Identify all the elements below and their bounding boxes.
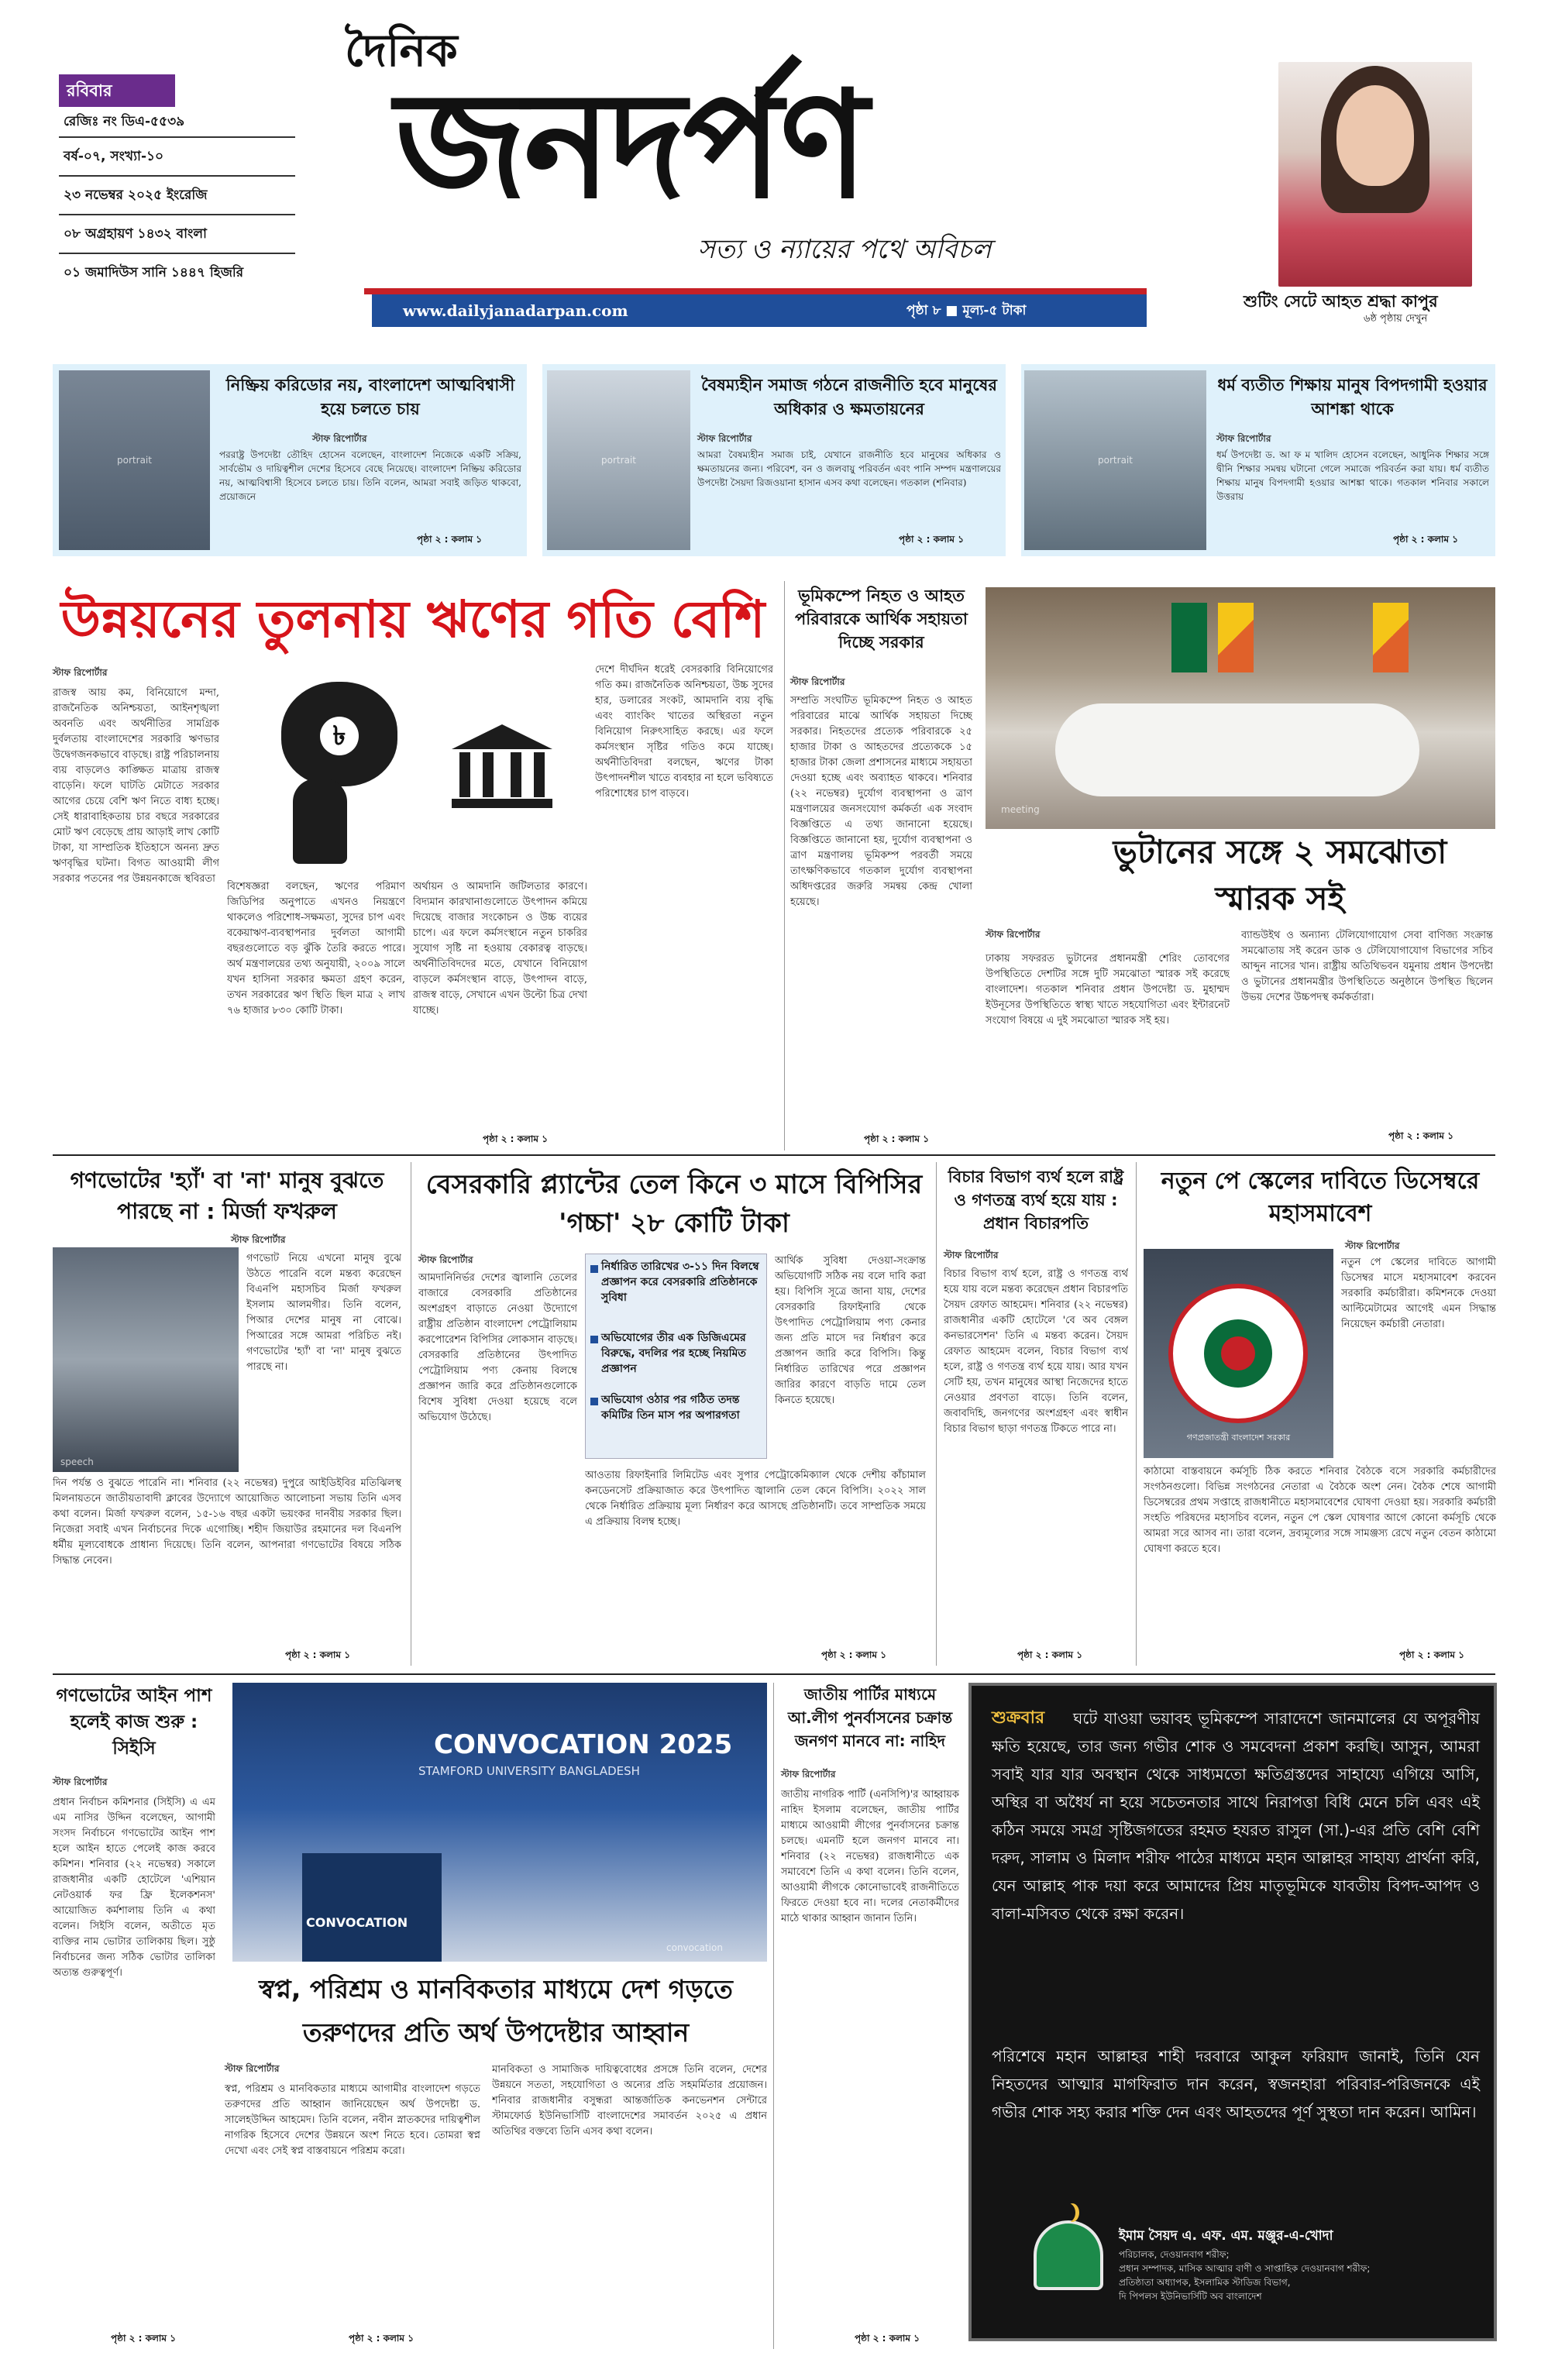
bhutan-photo xyxy=(986,587,1495,829)
lead-col-4: অর্থায়ন ও আমদানি জটিলতার কারণে। বিদ্যমান কারখানাগুলোতে উৎপাদন কমিয়ে দিয়েছে বাজার সংকোচন ও উচ্চ ব্যয়ের চাপে। এর ফলে কর্মসংস্থানে নতুন চাকরির সুযোগ সৃষ্টি না হওয়ায় বেকারত্ব বাড়ছে। অর্থনীতিবিদদের মতে, যেখানে বিনিয়োগ বাড়লে কর্মসংস্থান বাড়ে, উৎপাদন বাড়ে, রাজস্ব বাড়ে, সেখানে এখন উল্টো চিত্র দেখা যাচ্ছে। xyxy=(413,881,587,1016)
date-bn: ০৮ অগ্রহায়ণ ১৪৩২ বাংলা xyxy=(59,215,295,254)
strip-photo-1: portrait xyxy=(59,370,210,550)
bhutan-reporter: স্টাফ রিপোর্টার xyxy=(986,929,1041,940)
payscale-story[interactable] xyxy=(1144,1162,1497,1666)
ncp-headline: জাতীয় পার্টির মাধ্যমে আ.লীগ পুনর্বাসনের চক্রান্ত জনগণ মানবে না: নাহিদ xyxy=(787,1685,953,1750)
oil-story[interactable] xyxy=(418,1162,930,1666)
fakhrul-headline: গণভোটের 'হ্যাঁ' বা 'না' মানুষ বুঝতে পারছে না : মির্জা ফখরুল xyxy=(70,1168,384,1224)
divider-lead-quake xyxy=(784,581,785,1150)
debt-bag-symbol: ৳ xyxy=(320,717,359,755)
oil-callout-2: অভিযোগের তীর এক ডিজিএমের বিরুদ্ধে, বদলির পর হচ্ছে নিয়মিত প্রজ্ঞাপন xyxy=(601,1332,746,1375)
oil-cont: পৃষ্ঠা ২ : কলাম ১ xyxy=(821,1649,887,1660)
web-bar-red xyxy=(364,288,1147,294)
mosque-dome-icon xyxy=(1034,2220,1103,2290)
callout-bullet-1 xyxy=(590,1265,598,1273)
ec-headline: গণভোটের আইন পাশ হলেই কাজ শুরু : সিইসি xyxy=(56,1686,212,1759)
strip-photo-2: portrait xyxy=(547,370,690,550)
photo-label: meeting xyxy=(1001,804,1040,815)
lead-illustration xyxy=(227,662,583,868)
strip-cont-2: পৃষ্ঠা ২ : কলাম ১ xyxy=(899,534,965,545)
ncp-story[interactable] xyxy=(781,1683,959,2349)
lead-col-2: দেশে দীর্ঘদিন ধরেই বেসরকারি বিনিয়োগের গতি কম। রাজনৈতিক অনিশ্চয়তা, উচ্চ সুদের হার, ডলারের সংকট, আমদানি ব্যয় বৃদ্ধি এবং ব্যাংকিং খাতের অস্থিরতা নতুন বিনিয়োগ নিরুৎসাহিত করছে। এর ফলে কর্মসংস্থান সৃষ্টির গতিও কমে যাচ্ছে। অর্থনীতিবিদরা বলছেন, ঋণের টাকা উৎপাদনশীল খাতে ব্যবহার না হলে ভবিষ্যতে পরিশোধের চাপ বাড়বে। xyxy=(595,664,773,800)
strip-text-3: ধর্ম উপদেষ্টা ড. আ ফ ম খালিদ হোসেন বলেছেন, আধুনিক শিক্ষার সঙ্গে দ্বীনি শিক্ষার সমন্বয় ঘটানো গেলে সমাজে পরিবর্তন করা যায়। ধর্ম ব্যতীত শিক্ষায় মানুষ বিপদগামী হওয়ার আশঙ্কা থাকে। গতকাল শনিবার সকালে উত্তরায় xyxy=(1216,449,1489,502)
fakhrul-story[interactable] xyxy=(53,1162,405,1666)
strip-text-2: আমরা বৈষম্যহীন সমাজ চাই, যেখানে রাজনীতি হবে মানুষের অধিকার ও ক্ষমতায়নের জন্য। পরিবেশ, বন ও জলবায়ু পরিবর্তন এবং পানি সম্পদ মন্ত্রণালয়ের উপদেষ্টা সৈয়দা রিজওয়ানা হাসান এসব কথা বলেছেন। গতকাল (শনিবার) xyxy=(697,449,1001,488)
website-link[interactable]: www.dailyjanadarpan.com xyxy=(403,301,628,320)
strip-cont-1: পৃষ্ঠা ২ : কলাম ১ xyxy=(417,534,483,545)
ncp-cont: পৃষ্ঠা ২ : কলাম ১ xyxy=(855,2333,920,2344)
bhutan-cont: পৃষ্ঠা ২ : কলাম ১ xyxy=(1388,1130,1454,1141)
volume: বর্ষ-০৭, সংখ্যা-১০ xyxy=(59,138,295,177)
oil-callouts xyxy=(585,1254,767,1459)
pages-price: পৃষ্ঠা ৮ ■ মূল্য-৫ টাকা xyxy=(906,303,1027,318)
govt-seal-text: গণপ্রজাতন্ত্রী বাংলাদেশ সরকার xyxy=(1186,1432,1291,1443)
lead-story[interactable] xyxy=(53,581,779,1150)
strip-reporter-3: স্টাফ রিপোর্টার xyxy=(1216,433,1271,444)
brand-logo: জনদর্পণ xyxy=(395,60,866,231)
payscale-side: নতুন পে স্কেলের দাবিতে আগামী ডিসেম্বর মাসে মহাসমাবেশ করবেন সরকারি কর্মচারীরা। কমিশনকে দেওয়া আল্টিমেটামের আগেই এমন সিদ্ধান্ত নিয়েছেন কর্মচারী নেতারা। xyxy=(1341,1257,1496,1330)
lead-cont: পৃষ্ঠা ২ : কলাম ১ xyxy=(483,1133,549,1144)
strip-title-3: ধর্ম ব্যতীত শিক্ষায় মানুষ বিপদগামী হওয়ার আশঙ্কা থাকে xyxy=(1217,376,1488,418)
judiciary-headline: বিচার বিভাগ ব্যর্থ হলে রাষ্ট্র ও গণতন্ত্র ব্যর্থ হয়ে যায় : প্রধান বিচারপতি xyxy=(948,1168,1124,1233)
payscale-text: কাঠামো বাস্তবায়নে কর্মসূচি ঠিক করতে শনিবার বৈঠকে বসে সরকারি কর্মচারীদের সংগঠনগুলো। বিভিন্ন সংগঠনের নেতারা এ বৈঠকে অংশ নেন। বৈঠক শেষে আগামী ডিসেম্বরের প্রথম সপ্তাহে রাজধানীতে মহাসমাবেশের ঘোষণা দেওয়া হয়। সরকারি কর্মচারী সংহতি পরিষদের মহাসচিব বলেন, নতুন পে স্কেল ঘোষণার আগে কোনো কর্মসূচি থেকে আমরা সরে আসব না। তারা বলেন, দ্রব্যমূল্যের সঙ্গে সামঞ্জস্য রেখে নতুন বেতন কাঠামো ঘোষণা করতে হবে। xyxy=(1144,1466,1496,1555)
ec-text: প্রধান নির্বাচন কমিশনার (সিইসি) এ এম এম নাসির উদ্দিন বলেছেন, আগামী সংসদ নির্বাচনে গণভোটের আইন পাশ হলে আইন হাতে পেলেই কাজ করবে কমিশন। শনিবার (২২ নভেম্বর) সকালে রাজধানীর একটি হোটেলে 'এশিয়ান নেটওয়ার্ক ফর ফ্রি ইলেকশনস' আয়োজিত কর্মশালায় তিনি এ কথা বলেন। সিইসি বলেন, অতীতে মৃত ব্যক্তির নাম ভোটার তালিকায় ছিল। সুষ্ঠু নির্বাচনের জন্য সঠিক ভোটার তালিকা অত্যন্ত গুরুত্বপূর্ণ। xyxy=(53,1797,215,1979)
strip-title-2: বৈষম্যহীন সমাজ গঠনে রাজনীতি হবে মানুষের অধিকার ও ক্ষমতায়নের xyxy=(701,376,997,418)
quake-text: সম্প্রতি সংঘটিত ভূমিকম্পে নিহত ও আহত পরিবারের মাঝে আর্থিক সহায়তা দিচ্ছে সরকার। নিহতদের প্রত্যেক পরিবারকে ২৫ হাজার টাকা ও আহতদের প্রত্যেককে ১৫ হাজার টাকা জেলা প্রশাসনের মাধ্যমে সহায়তা দেওয়া হচ্ছে এবং অব্যাহত থাকবে। শনিবার (২২ নভেম্বর) দুর্যোগ ব্যবস্থাপনা ও ত্রাণ মন্ত্রণালয়ের জনসংযোগ কর্মকর্তা এক সংবাদ বিজ্ঞপ্তিতে এ তথ্য জানানো হয়েছে। বিজ্ঞপ্তিতে জানানো হয়, দুর্যোগ ব্যবস্থাপনা ও ত্রাণ মন্ত্রণালয় ভূমিকম্প পরবর্তী সময়ে তাৎক্ষণিকভাবে গতকাল দুর্যোগ ব্যবস্থাপনা অধিদপ্তরের জরুরি সমন্বয় কেন্দ্র খোলা হয়েছে। xyxy=(790,695,972,908)
teaser[interactable] xyxy=(1236,62,1491,329)
divider-row-2 xyxy=(53,1154,1495,1156)
oil-reporter: স্টাফ রিপোর্টার xyxy=(418,1254,473,1265)
divider-conv-ncp xyxy=(773,1683,774,2349)
bhutan-story[interactable] xyxy=(986,587,1497,1150)
payscale-reporter: স্টাফ রিপোর্টার xyxy=(1345,1240,1400,1251)
judiciary-reporter: স্টাফ রিপোর্টার xyxy=(944,1250,999,1261)
convocation-reporter: স্টাফ রিপোর্টার xyxy=(225,2063,280,2074)
fakhrul-photo xyxy=(53,1247,239,1472)
bank-label: ব্যাংক xyxy=(489,704,515,718)
lead-col-3: বিশেষজ্ঞরা বলছেন, ঋণের পরিমাণ জিডিপির অনুপাতে এখনও নিয়ন্ত্রণে থাকলেও পরিশোধ-সক্ষমতা, সুদের চাপ এবং বকেয়াঋণ-ব্যবস্থাপনার দুর্বলতা আগামী বছরগুলোতে বড় ঝুঁকি তৈরি করতে পারে। অর্থ মন্ত্রণালয়ের তথ্য অনুযায়ী, ২০০৯ সালে যখন হাসিনা সরকার ক্ষমতা গ্রহণ করেন, তখন সরকারের ঋণ স্থিতি ছিল মাত্র ২ লাখ ৭৬ হাজার ৮৩০ কোটি টাকা। xyxy=(227,881,405,1016)
strip-reporter-2: স্টাফ রিপোর্টার xyxy=(697,433,752,444)
teaser-caption: শুটিং সেটে আহত শ্রদ্ধা কাপুর xyxy=(1244,292,1438,311)
person-figure-icon xyxy=(293,779,347,864)
payscale-photo xyxy=(1144,1249,1333,1458)
bank-icon xyxy=(452,724,552,810)
lead-headline: উন্নয়নের তুলনায় ঋণের গতি বেশি xyxy=(60,590,765,649)
judiciary-cont: পৃষ্ঠা ২ : কলাম ১ xyxy=(1017,1649,1083,1660)
condolence-sign-line-2: প্রধান সম্পাদক, মাসিক আত্মার বাণী ও সাপ্তাহিক দেওয়ানবাগ শরীফ; xyxy=(1119,2263,1371,2274)
day-badge: রবিবার xyxy=(59,74,175,107)
oil-callout-3: অভিযোগ ওঠার পর গঠিত তদন্ত কমিটির তিন মাস পর অপারগতা xyxy=(601,1394,740,1422)
bhutan-col-1: ঢাকায় সফররত ভুটানের প্রধানমন্ত্রী শেরিং তোবগের উপস্থিতিতে দেশটির সঙ্গে দুটি সমঝোতা স্মারক সই করেছে বাংলাদেশ। গতকাল শনিবার প্রধান উপদেষ্টা ড. মুহাম্মদ ইউনূসের উপস্থিতিতে স্বাস্থ্য খাতে সহযোগিতা এবং ইন্টারনেট সংযোগ বিষয়ে এ দুই সমঝোতা স্মারক সই হয়। xyxy=(986,953,1230,1027)
oil-col-2: আর্থিক সুবিধা দেওয়া-সংক্রান্ত অভিযোগটি সঠিক নয় বলে দাবি করা হয়। বিপিসি সূত্রে জানা যায়, দেশের বেসরকারি রিফাইনারি থেকে উৎপাদিত পেট্রোলিয়াম পণ্য কেনার জন্য প্রতি মাসে দর নির্ধারণ করে প্রজ্ঞাপন জারি করে বিপিসি। কিন্তু নির্ধারিত তারিখের পরে প্রজ্ঞাপন জারির কারণে বাড়তি দামে তেল কিনতে হয়েছে। xyxy=(775,1255,926,1406)
condolence-lead-word: শুক্রবার xyxy=(992,1708,1045,1728)
meeting-table xyxy=(1055,703,1419,796)
convocation-banner-1: CONVOCATION 2025 xyxy=(434,1729,733,1760)
oil-col-3: আওতায় রিফাইনারি লিমিটেড এবং সুপার পেট্রোকেমিক্যাল থেকে দেশীয় কাঁচামাল কনডেনসেট প্রক্রিয়াজাত করে উৎপাদিত জ্বালানি তেল কেনে বিপিসি। ২০২২ সাল থেকে নির্ধারিত প্রক্রিয়ায় মূল্য নির্ধারণ করে আসছে প্রতিষ্ঠানটি। তবে সাম্প্রতিক সময়ে এ প্রক্রিয়ায় বিলম্ব হচ্ছে। xyxy=(585,1470,926,1528)
ec-story[interactable] xyxy=(53,1683,215,2349)
lead-reporter: স্টাফ রিপোর্টার xyxy=(53,667,108,678)
flag-bangladesh-icon xyxy=(1171,603,1207,672)
masthead-meta xyxy=(59,74,295,293)
oil-col-1: আমদানিনির্ভর দেশের জ্বালানি তেলের বাজারে বেসরকারি প্রতিষ্ঠানের অংশগ্রহণ বাড়াতে নেওয়া উদ্যোগে রাষ্ট্রীয় প্রতিষ্ঠান বাংলাদেশ পেট্রোলিয়াম করপোরেশন বিপিসির লোকসান বাড়ছে। বেসরকারি প্রতিষ্ঠানের উৎপাদিত পেট্রোলিয়াম পণ্য কেনায় বিলম্বে প্রজ্ঞাপন জারি করে প্রতিষ্ঠানগুলোকে বিশেষ সুবিধা দেওয়া হয়েছে বলে অভিযোগ উঠেছে। xyxy=(418,1272,577,1423)
photo-label: convocation xyxy=(666,1942,723,1953)
tagline: সত্য ও ন্যায়ের পথে অবিচল xyxy=(697,234,992,265)
bhutan-headline: ভুটানের সঙ্গে ২ সমঝোতা স্মারক সই xyxy=(1113,833,1447,917)
strip-story-1[interactable] xyxy=(53,364,527,556)
convocation-banner-2: STAMFORD UNIVERSITY BANGLADESH xyxy=(418,1764,640,1778)
strip-cont-3: পৃষ্ঠা ২ : কলাম ১ xyxy=(1393,534,1459,545)
fakhrul-cont: পৃষ্ঠা ২ : কলাম ১ xyxy=(285,1649,351,1660)
condolence-para-2: পরিশেষে মহান আল্লাহর শাহী দরবারে আকুল ফরিয়াদ জানাই, তিনি যেন নিহতদের আত্মার মাগফিরাত দান করেন, স্বজনহারা পরিবার-পরিজনকে এই গভীর শোক সহ্য করার শক্তি দেন এবং আহতদের পূর্ণ সুস্থতা দান করেন। আমিন। xyxy=(992,2047,1480,2121)
photo-label: speech xyxy=(60,1457,94,1467)
govt-seal-icon xyxy=(1168,1284,1308,1423)
reg-no: রেজিঃ নং ডিএ-৫৫৩৯ xyxy=(59,107,295,138)
podium-label: CONVOCATION xyxy=(306,1915,408,1930)
quake-reporter: স্টাফ রিপোর্টার xyxy=(790,676,845,687)
strip-text-1: পররাষ্ট্র উপদেষ্টা তৌহিদ হোসেন বলেছেন, বাংলাদেশ নিজেকে একটি সক্রিয়, সার্বভৌম ও দায়িত্বশীল দেশের হিসেবে বেছে নিয়েছে। বাংলাদেশ নিষ্ক্রিয় করিডোর নয়, আত্মবিশ্বাসী হিসেবে চলতে চায়। তিনি বলেন, আমরা সবাই জড়িত থাকবো, প্রয়োজনে xyxy=(219,449,521,502)
divider-oil-judiciary xyxy=(936,1162,937,1666)
date-hijri: ০১ জমাদিউস সানি ১৪৪৭ হিজরি xyxy=(64,265,244,280)
brand-small: দৈনিক xyxy=(345,24,458,77)
bhutan-col-2: ব্যান্ডউইথ ও অন্যান্য টেলিযোগাযোগ সেবা বাণিজ্য সংক্রান্ত সমঝোতায় সই করেন ডাক ও টেলিযোগাযোগ বিভাগের সচিব আব্দুন নাসের খান। রাষ্ট্রীয় অতিথিভবন যমুনায় প্রধান উপদেষ্টা ও ভুটানের প্রধানমন্ত্রীর উপস্থিতিতে অনুষ্ঠানে উপস্থিত ছিলেন উভয় দেশের উচ্চপদস্থ কর্মকর্তারা। xyxy=(1241,930,1493,1003)
quake-story[interactable] xyxy=(790,581,976,1150)
strip-reporter-1: স্টাফ রিপোর্টার xyxy=(312,433,367,444)
fakhrul-reporter: স্টাফ রিপোর্টার xyxy=(231,1234,286,1245)
ec-reporter: স্টাফ রিপোর্টার xyxy=(53,1776,108,1787)
podium xyxy=(302,1853,442,1962)
condolence-sign-line-1: পরিচালক, দেওয়ানবাগ শরীফ; xyxy=(1119,2249,1230,2260)
date-en: ২৩ নভেম্বর ২০২৫ ইংরেজি xyxy=(59,177,295,215)
condolence-para-1: ঘটে যাওয়া ভয়াবহ ভূমিকম্পে সারাদেশে জানমালের যে অপূরণীয় ক্ষতি হয়েছে, তার জন্য গভীর শোক ও সমবেদনা প্রকাশ করছি। আসুন, আমরা সবাই যার যার অবস্থান থেকে সাধ্যমতো ক্ষতিগ্রস্তদের সাহায্যে এগিয়ে আসি, অস্থির বা অধৈর্য না হয়ে সচেতনতার সাথে নিরাপত্তা বিধি মেনে চলি এবং এই কঠিন সময়ে সমগ্র সৃষ্টিজগতের রহমত হযরত রাসুল (সা.)-এর প্রতি বেশি বেশি দরুদ, সালাম ও মিলাদ শরীফ পাঠের মাধ্যমে মহান আল্লাহর সাহায্য প্রার্থনা করি, যেন আল্লাহ পাক দয়া করে আমাদের প্রিয় মাতৃভূমিকে যাবতীয় বিপদ-আপদ ও বালা-মসিবত থেকে রক্ষা করেন। xyxy=(992,1709,1480,1923)
convocation-photo xyxy=(232,1683,767,1962)
ncp-reporter: স্টাফ রিপোর্টার xyxy=(781,1769,836,1780)
condolence-sign-line-3: প্রতিষ্ঠাতা অধ্যাপক, ইসলামিক স্টাডিজ বিভাগ, xyxy=(1119,2277,1291,2288)
masthead xyxy=(0,0,1548,341)
teaser-page: ৬ষ্ঠ পৃষ্ঠায় দেখুন xyxy=(1364,313,1428,325)
lead-col-1: রাজস্ব আয় কম, বিনিয়োগে মন্দা, রাজনৈতিক অনিশ্চয়তা, আইনশৃঙ্খলা অবনতি এবং অর্থনীতির সামগ্রিক দুর্বলতায় বাংলাদেশের সরকারি ঋণভার উদ্বেগজনকভাবে বাড়ছে। রাষ্ট্র পরিচালনায় ব্যয় বাড়লেও কাঙ্ক্ষিত মাত্রায় রাজস্ব বাড়েনি। ফলে ঘাটতি মেটাতে সরকার আগের চেয়ে বেশি ঋণ নিতে বাধ্য হচ্ছে। সেই ধারাবাহিকতায় চার বছরে সরকারের মোট ঋণ বেড়েছে প্রায় আড়াই লাখ কোটি টাকা, যা সাম্প্রতিক ইতিহাসে অনন্য দ্রুত ঋণবৃদ্ধির ঘটনা। বিগত আওয়ামী লীগ সরকার পতনের পর উন্নয়নকাজে স্থবিরতা xyxy=(53,687,219,885)
judiciary-text: বিচার বিভাগ ব্যর্থ হলে, রাষ্ট্র ও গণতন্ত্র ব্যর্থ হয়ে যায় বলে মন্তব্য করেছেন প্রধান বিচারপতি সৈয়দ রেফাত আহমেদ। শনিবার (২২ নভেম্বর) রাজধানীর একটি হোটেলে 'বে অব বেঙ্গল কনভারসেশন' তিনি এ মন্তব্য করেন। সৈয়দ রেফাত আহমেদ বলেন, বিচার বিভাগ ব্যর্থ হলে, রাষ্ট্র ও গণতন্ত্র ব্যর্থ হয়ে যায়। আর যখন সেটি হয়, তখন মানুষের আস্থা নিজেদের হাতে নেওয়ার প্রবণতা বাড়ে। তিনি বলেন, জবাবদিহি, জনগণের অংশগ্রহণ এবং স্বাধীন বিচার বিভাগ ছাড়া গণতন্ত্র টিকতে পারে না। xyxy=(944,1268,1128,1435)
condolence-sign-line-4: দি পিপলস ইউনিভার্সিটি অব বাংলাদেশ xyxy=(1119,2291,1262,2302)
fakhrul-side: গণভোট নিয়ে এখনো মানুষ বুঝে উঠতে পারেনি বলে মন্তব্য করেছেন বিএনপি মহাসচিব মির্জা ফখরুল ইসলাম আলমগীর। তিনি বলেন, পিআর দেশের মানুষ না বোঝে। পিআরের সঙ্গে আমরা পরিচিত নই। গণভোটের 'হ্যাঁ' বা 'না' মানুষ বুঝতে পারছে না। xyxy=(246,1253,401,1373)
quake-headline: ভূমিকম্পে নিহত ও আহত পরিবারকে আর্থিক সহায়তা দিচ্ছে সরকার xyxy=(795,586,968,652)
flag-bhutan-icon-2 xyxy=(1373,603,1409,672)
ncp-text: জাতীয় নাগরিক পার্টি (এনসিপি)'র আহ্বায়ক নাহিদ ইসলাম বলেছেন, জাতীয় পার্টির মাধ্যমে আওয়ামী লীগের পুনর্বাসনের চক্রান্ত চলছে। এমনটি হলে জনগণ মানবে না। শনিবার (২২ নভেম্বর) রাজধানীতে এক সমাবেশে তিনি এ কথা বলেন। তিনি বলেন, আওয়ামী লীগকে কোনোভাবেই রাজনীতিতে ফিরতে দেওয়া হবে না। দলের নেতাকর্মীদের মাঠে থাকার আহ্বান জানান তিনি। xyxy=(781,1789,959,1924)
convocation-col-2: মানবিকতা ও সামাজিক দায়িত্ববোধের প্রসঙ্গে তিনি বলেন, দেশের উন্নয়নে সততা, সহযোগিতা ও অন্যের প্রতি সহমর্মিতার প্রয়োজন। শনিবার রাজধানীর বসুন্ধরা আন্তর্জাতিক কনভেনশন সেন্টারে স্টামফোর্ড ইউনিভার্সিটি বাংলাদেশের সমাবর্তন ২০২৫ এ প্রধান অতিথির বক্তব্যে তিনি এসব কথা বলেন। xyxy=(492,2064,767,2138)
fakhrul-text: দিন পর্যন্ত ও বুঝতে পারেনি না। শনিবার (২২ নভেম্বর) দুপুরে আইডিইবির মতিঝিলস্থ মিলনায়তনে জাতীয়তাবাদী ক্লাবের উদ্যোগে আয়োজিত আলোচনা সভায় তিনি এসব কথা বলেন। মির্জা ফখরুল বলেন, ১৫-১৬ বছর একটা ভয়ংকর দানবীয় সরকার ছিল। নিজেরা সবাই এখন নির্বাচনের দিকে এগোচ্ছি। শহীদ জিয়াউর রহমানের দল বিএনপি ধর্মীয় মূল্যবোধকে প্রাধান্য দিয়েছে। তিনি বলেন, আপনারা গণভোটের বিষয়ে সঠিক সিদ্ধান্ত নেবেন। xyxy=(53,1477,401,1567)
convocation-story[interactable] xyxy=(225,1683,767,2349)
oil-callout-1: নির্ধারিত তারিখের ৩-১১ দিন বিলম্বে প্রজ্ঞাপন করে বেসরকারি প্রতিষ্ঠানকে সুবিধা xyxy=(601,1261,759,1304)
condolence-sign-name: ইমাম সৈয়দ এ. এফ. এম. মঞ্জুর-এ-খোদা xyxy=(1119,2228,1333,2244)
convocation-headline: স্বপ্ন, পরিশ্রম ও মানবিকতার মাধ্যমে দেশ গড়তে তরুণদের প্রতি অর্থ উপদেষ্টার আহ্বান xyxy=(259,1974,733,2048)
teaser-face-front xyxy=(1336,85,1414,186)
quake-cont: পৃষ্ঠা ২ : কলাম ১ xyxy=(864,1133,930,1144)
judiciary-story[interactable] xyxy=(944,1162,1130,1666)
convocation-cont: পৃষ্ঠা ২ : কলাম ১ xyxy=(349,2333,415,2344)
strip-story-3[interactable] xyxy=(1021,364,1495,556)
strip-title-1: নিষ্ক্রিয় করিডোর নয়, বাংলাদেশ আত্মবিশ্বাসী হয়ে চলতে চায় xyxy=(225,376,515,418)
divider-row-3 xyxy=(53,1673,1495,1675)
oil-headline: বেসরকারি প্ল্যান্টের তেল কিনে ৩ মাসে বিপিসির 'গচ্চা' ২৮ কোটি টাকা xyxy=(425,1169,923,1239)
payscale-cont: পৃষ্ঠা ২ : কলাম ১ xyxy=(1399,1649,1465,1660)
strip-story-2[interactable] xyxy=(542,364,1006,556)
condolence-notice[interactable] xyxy=(968,1683,1497,2341)
payscale-headline: নতুন পে স্কেলের দাবিতে ডিসেম্বরে মহাসমাবেশ xyxy=(1161,1168,1480,1227)
callout-bullet-2 xyxy=(590,1336,598,1343)
strip-photo-3: portrait xyxy=(1024,370,1206,550)
divider-judiciary-pay xyxy=(1136,1162,1137,1666)
callout-bullet-3 xyxy=(590,1398,598,1405)
flag-bhutan-icon xyxy=(1218,603,1254,672)
convocation-col-1: স্বপ্ন, পরিশ্রম ও মানবিকতার মাধ্যমে আগামীর বাংলাদেশ গড়তে তরুণদের প্রতি আহ্বান জানিয়েছেন অর্থ উপদেষ্টা ড. সালেহউদ্দিন আহমেদ। তিনি বলেন, নবীন স্নাতকদের দায়িত্বশীল নাগরিক হিসেবে দেশের উন্নয়নে অংশ নিতে হবে। তোমরা স্বপ্ন দেখো এবং সেই স্বপ্ন বাস্তবায়নে পরিশ্রম করো। xyxy=(225,2083,480,2157)
crescent-icon xyxy=(1061,2203,1075,2222)
ec-cont: পৃষ্ঠা ২ : কলাম ১ xyxy=(111,2333,177,2344)
